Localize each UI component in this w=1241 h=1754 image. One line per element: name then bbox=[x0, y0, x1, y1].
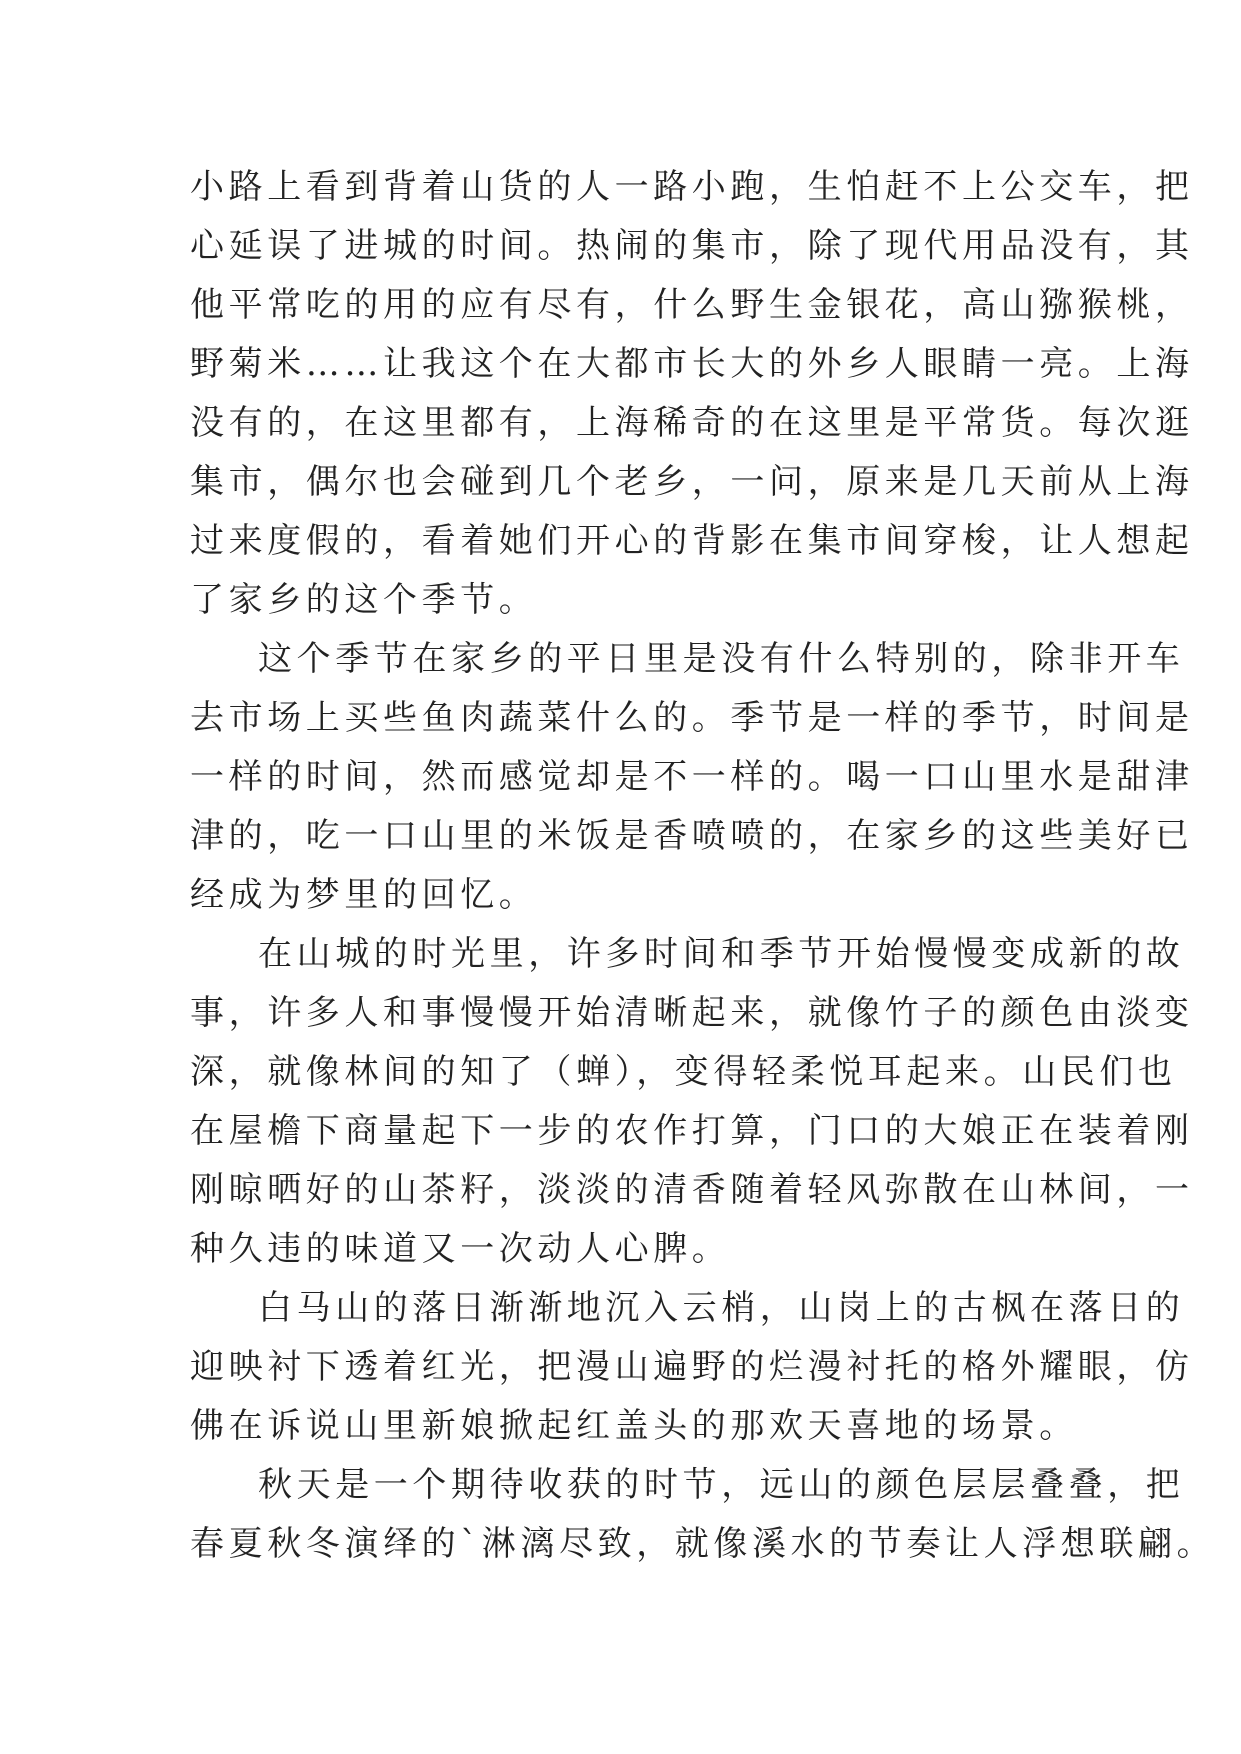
paragraph-first-line: 在山城的时光里，许多时间和季节开始慢慢变成新的故 bbox=[258, 934, 1185, 974]
text-line: 种久违的味道又一次动人心脾。 bbox=[190, 1229, 731, 1269]
text-line: 刚晾晒好的山茶籽，淡淡的清香随着轻风弥散在山林间，一 bbox=[190, 1170, 1194, 1210]
paragraph-first-line: 这个季节在家乡的平日里是没有什么特别的，除非开车 bbox=[258, 639, 1185, 679]
text-line: 经成为梦里的回忆。 bbox=[190, 875, 538, 915]
text-line: 在屋檐下商量起下一步的农作打算，门口的大娘正在装着刚 bbox=[190, 1111, 1194, 1151]
text-line: 心延误了进城的时间。热闹的集市，除了现代用品没有，其 bbox=[190, 226, 1194, 266]
text-line: 迎映衬下透着红光，把漫山遍野的烂漫衬托的格外耀眼，仿 bbox=[190, 1347, 1194, 1387]
text-line: 深，就像林间的知了（蝉），变得轻柔悦耳起来。山民们也 bbox=[190, 1052, 1177, 1092]
text-line: 事，许多人和事慢慢开始清晰起来，就像竹子的颜色由淡变 bbox=[190, 993, 1194, 1033]
text-line: 集市，偶尔也会碰到几个老乡，一问，原来是几天前从上海 bbox=[190, 462, 1194, 502]
paragraph-first-line: 秋天是一个期待收获的时节，远山的颜色层层叠叠，把 bbox=[258, 1465, 1185, 1505]
body-text bbox=[190, 158, 1216, 1574]
text-line: 他平常吃的用的应有尽有，什么野生金银花，高山猕猴桃， bbox=[190, 285, 1194, 325]
text-line: 春夏秋冬演绎的`淋漓尽致，就像溪水的节奏让人浮想联翩。 bbox=[190, 1524, 1216, 1564]
text-line: 一样的时间，然而感觉却是不一样的。喝一口山里水是甜津 bbox=[190, 757, 1194, 797]
text-line: 了家乡的这个季节。 bbox=[190, 580, 538, 620]
paragraph-first-line: 白马山的落日渐渐地沉入云梢，山岗上的古枫在落日的 bbox=[258, 1288, 1185, 1328]
text-line: 野菊米……让我这个在大都市长大的外乡人眼睛一亮。上海 bbox=[190, 344, 1194, 384]
text-line: 过来度假的，看着她们开心的背影在集市间穿梭，让人想起 bbox=[190, 521, 1194, 561]
text-line: 津的，吃一口山里的米饭是香喷喷的，在家乡的这些美好已 bbox=[190, 816, 1194, 856]
text-line: 去市场上买些鱼肉蔬菜什么的。季节是一样的季节，时间是 bbox=[190, 698, 1194, 738]
text-line: 佛在诉说山里新娘掀起红盖头的那欢天喜地的场景。 bbox=[190, 1406, 1078, 1446]
text-line: 没有的，在这里都有，上海稀奇的在这里是平常货。每次逛 bbox=[190, 403, 1194, 443]
text-line: 小路上看到背着山货的人一路小跑，生怕赶不上公交车，把 bbox=[190, 167, 1194, 207]
